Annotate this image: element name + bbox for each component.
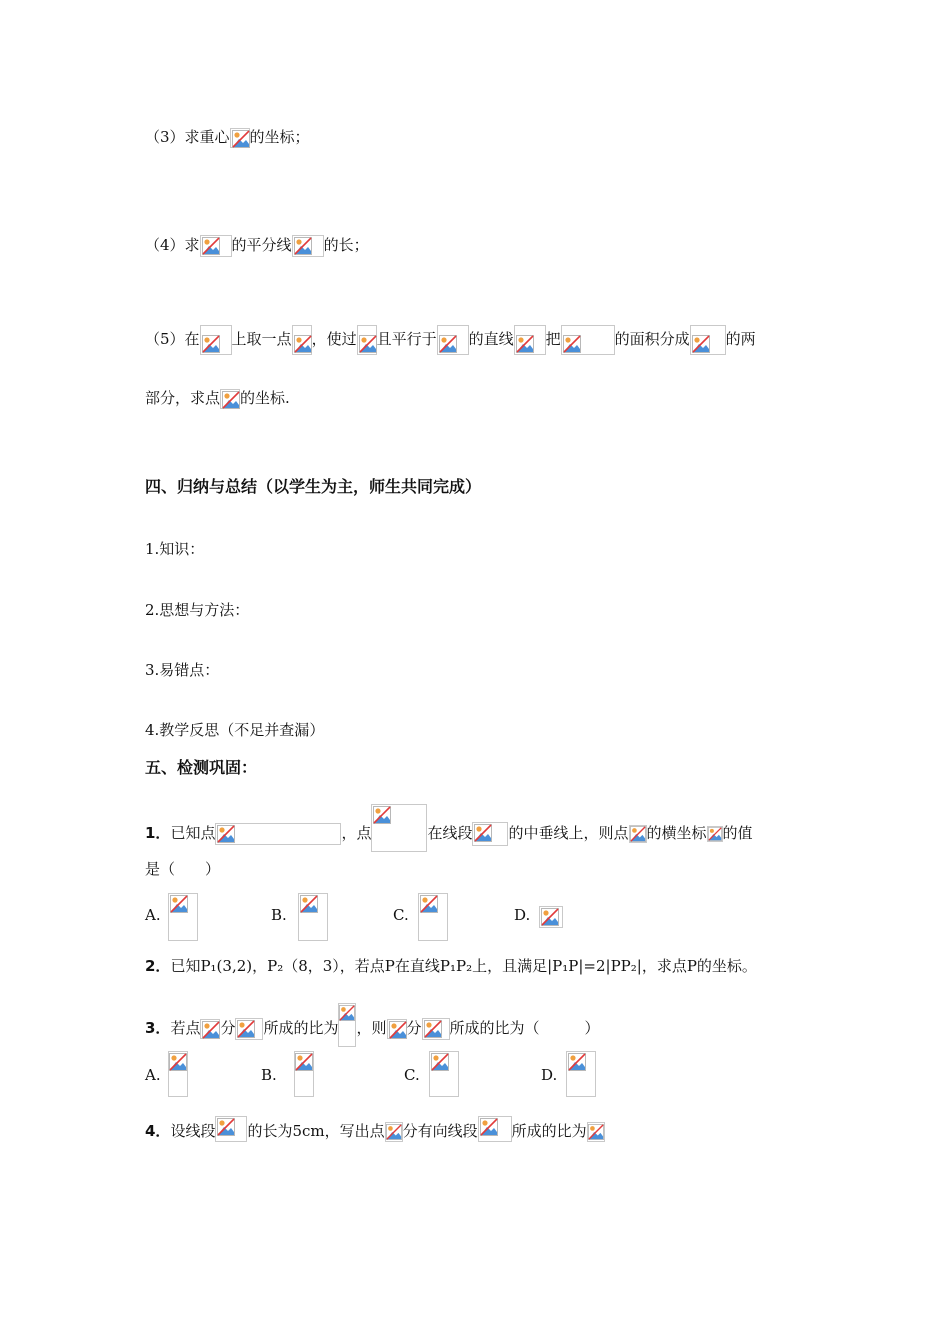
s5-q4-number: 4． bbox=[145, 1122, 171, 1140]
broken-image-icon bbox=[629, 825, 647, 843]
s5-q3-line bbox=[145, 1003, 600, 1047]
s5-q4-line bbox=[145, 1116, 605, 1142]
broken-image-icon bbox=[200, 325, 232, 355]
s5-q1-text-1: 已知点 bbox=[170, 824, 216, 842]
q5-text-4: 且平行于 bbox=[376, 330, 437, 348]
option-a-label: A. bbox=[145, 906, 161, 924]
s5-q1-line1 bbox=[145, 804, 753, 852]
s5-q3-text-2: 分 bbox=[220, 1019, 236, 1037]
broken-image-icon bbox=[292, 235, 324, 257]
q5-text-3: ，使过 bbox=[311, 330, 357, 348]
section4-heading: 四、归纳与总结（以学生为主，师生共同完成） bbox=[145, 477, 482, 496]
s5-q1-number: 1． bbox=[145, 824, 171, 842]
s5-q3-number: 3． bbox=[145, 1019, 171, 1037]
s5-q1-text-3: 在线段 bbox=[427, 824, 473, 842]
broken-image-icon bbox=[587, 1122, 605, 1142]
option-b-label: B. bbox=[271, 906, 287, 924]
s5-q4-text-2: 的长为5cm，写出点 bbox=[247, 1122, 385, 1140]
broken-image-icon bbox=[422, 1018, 450, 1040]
broken-image-icon bbox=[566, 1051, 596, 1097]
s5-q4-text-1: 设线段 bbox=[170, 1122, 216, 1140]
q5-text-7: 的面积分成 bbox=[614, 330, 690, 348]
q5-line1 bbox=[145, 325, 756, 355]
s5-q3-text-4: ，则 bbox=[356, 1019, 387, 1037]
option-a-label: A. bbox=[145, 1066, 161, 1084]
broken-image-icon bbox=[215, 823, 341, 845]
q3-line bbox=[145, 127, 310, 148]
q5-text-5: 的直线 bbox=[468, 330, 514, 348]
section5-heading: 五、检测巩固： bbox=[145, 758, 258, 777]
q5-text-2: 上取一点 bbox=[231, 330, 292, 348]
section4-item: 2.思想与方法： bbox=[145, 601, 250, 619]
q3-suffix: 的坐标； bbox=[249, 128, 310, 146]
s5-q1-text-2: ，点 bbox=[341, 824, 372, 842]
q4-suffix: 的长； bbox=[323, 236, 369, 254]
broken-image-icon bbox=[200, 1019, 220, 1039]
broken-image-icon bbox=[478, 1116, 512, 1142]
s5-q3-text-1: 若点 bbox=[170, 1019, 201, 1037]
s5-q2-text: 已知P₁(3,2)，P₂（8，3），若点P在直线P₁P₂上，且满足|P₁P|=2|PP₂|，求点P的坐标。 bbox=[170, 957, 757, 975]
option-b-label: B. bbox=[261, 1066, 277, 1084]
broken-image-icon bbox=[168, 893, 198, 941]
q4-line bbox=[145, 235, 369, 257]
broken-image-icon bbox=[338, 1003, 356, 1047]
q5-text-8: 的两 bbox=[725, 330, 756, 348]
broken-image-icon bbox=[385, 1122, 403, 1142]
q4-prefix: （4）求 bbox=[145, 236, 200, 254]
broken-image-icon bbox=[168, 1051, 188, 1097]
option-d-label: D. bbox=[514, 906, 531, 924]
option-c-label: C. bbox=[404, 1066, 420, 1084]
broken-image-icon bbox=[472, 822, 508, 846]
q5-text-6: 把 bbox=[545, 330, 561, 348]
q3-prefix: （3）求重心 bbox=[145, 128, 230, 146]
broken-image-icon bbox=[298, 893, 328, 941]
section4-item: 3.易错点： bbox=[145, 661, 220, 679]
broken-image-icon bbox=[230, 128, 250, 148]
broken-image-icon bbox=[437, 325, 469, 355]
broken-image-icon bbox=[707, 826, 723, 842]
s5-q3-text-5: 分 bbox=[406, 1019, 422, 1037]
q5-text-1: （5）在 bbox=[145, 330, 200, 348]
broken-image-icon bbox=[514, 325, 546, 355]
broken-image-icon bbox=[690, 325, 726, 355]
s5-q1-text-6: 的值 bbox=[722, 824, 753, 842]
broken-image-icon bbox=[418, 893, 448, 941]
s5-q3-text-6: 所成的比为（ ） bbox=[449, 1019, 600, 1037]
s5-q4-text-4: 所成的比为 bbox=[511, 1122, 587, 1140]
option-c-label: C. bbox=[393, 906, 409, 924]
s5-q2-line bbox=[145, 956, 757, 976]
broken-image-icon bbox=[215, 1116, 247, 1142]
broken-image-icon bbox=[387, 1019, 407, 1039]
broken-image-icon bbox=[357, 325, 377, 355]
q5-line2-suffix: 的坐标. bbox=[240, 389, 290, 407]
q5-line2 bbox=[145, 388, 290, 409]
s5-q1-line2: 是（ ） bbox=[145, 860, 221, 878]
broken-image-icon bbox=[371, 804, 427, 852]
s5-q3-text-3: 所成的比为 bbox=[263, 1019, 339, 1037]
broken-image-icon bbox=[220, 389, 240, 409]
s5-q4-text-3: 分有向线段 bbox=[402, 1122, 478, 1140]
q5-line2-prefix: 部分，求点 bbox=[145, 389, 221, 407]
broken-image-icon bbox=[235, 1018, 263, 1040]
section4-item: 1.知识： bbox=[145, 540, 205, 558]
broken-image-icon bbox=[292, 325, 312, 355]
broken-image-icon bbox=[429, 1051, 459, 1097]
broken-image-icon bbox=[539, 906, 563, 928]
option-d-label: D. bbox=[541, 1066, 558, 1084]
section4-item: 4.教学反思（不足并查漏） bbox=[145, 721, 325, 739]
broken-image-icon bbox=[561, 325, 615, 355]
s5-q1-text-4: 的中垂线上，则点 bbox=[508, 824, 629, 842]
s5-q2-number: 2． bbox=[145, 957, 171, 975]
broken-image-icon bbox=[294, 1051, 314, 1097]
q4-mid: 的平分线 bbox=[231, 236, 292, 254]
broken-image-icon bbox=[200, 235, 232, 257]
s5-q1-text-5: 的横坐标 bbox=[646, 824, 707, 842]
